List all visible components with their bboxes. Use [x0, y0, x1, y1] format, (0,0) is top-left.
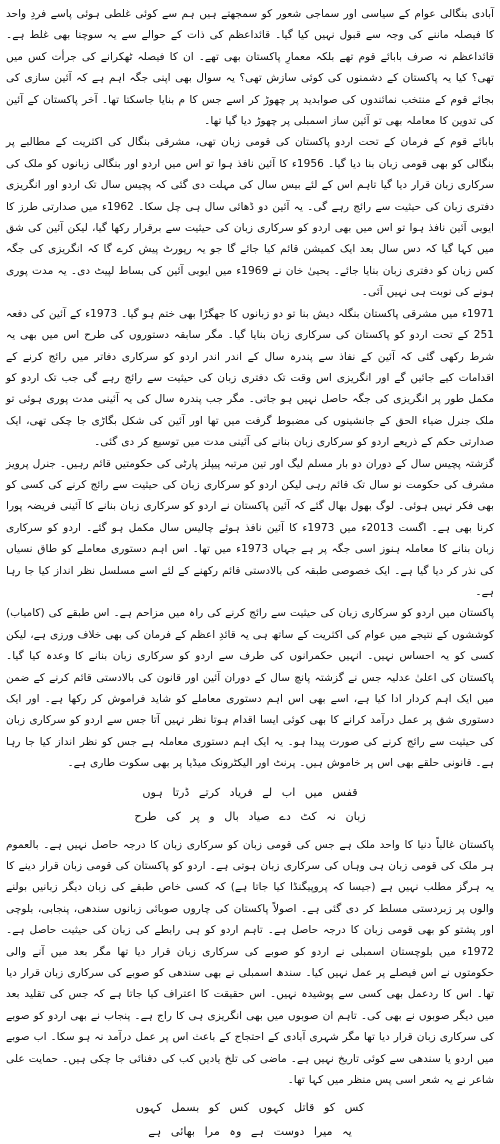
paragraph-5: پاکستان میں اردو کو سرکاری زبان کی حیثیت سے رائج کرنے کی راہ میں مزاحم ہے۔ اس طبقے کی (کامیاب) کوششوں کے نتیجے میں عوام کی اکثریت کے ساتھ ہی یہ قائدِ اعظم کے فرمان کی بھی خلاف ورزی ہے، لیکن کسی کو یہ احساس نہیں۔ انہیں حکمرانوں کی طرف سے اردو کو سرکاری زبان بنانے کا وعدہ کیا گیا۔ پاکستان کی اعلیٰ عدلیہ جس نے گزشتہ پانچ سال کے دوران آئین اور قانون کی بالادستی قائم کرنے کے ضمن میں ایک اہم کردار ادا کیا ہے، اسے بھی اس اہم دستوری معاملے کو شاید فراموش کر رکھا ہے۔ اور ایک دستوری شق پر عمل درآمد کرانے کا بھی کوئی ایسا اقدام ہوتا نظر نہیں آتا جس سے اردو کو سرکاری زبان کی حیثیت سے رائج کرنے کی صورت پیدا ہو۔ یہ ایک اہم دستوری معاملہ ہے جس کو نظر انداز کیا جا رہا ہے۔ قانونی حلقے بھی اس پر خاموش ہیں۔ پرنٹ اور الیکٹرونک میڈیا پر بھی سکوت طاری ہے۔ — [6, 607, 494, 770]
couplet-1-line-2: زبان نہ کٹ دے صیاد بال و پر کی طرح — [134, 809, 366, 823]
couplet-2 — [6, 1096, 494, 1144]
paragraph-3: 1971ء میں مشرقی پاکستان بنگلہ دیش بنا تو دو زبانوں کا جھگڑا بھی ختم ہو گیا۔ 1973ء کے آئین کی دفعہ 251 کے تحت اردو کو پاکستان کی سرکاری زبان بنایا گیا۔ مگر سابقہ دستوروں کی طرح اس میں بھی یہ شرط رکھی گئی کہ آئین کے نفاذ سے پندرہ سال کے اندر اندر اردو کو سرکاری دفاتر میں رائج کرنے کے اقدامات کیے جائیں گے اور انگریزی اس وقت تک دفتری زبان کی حیثیت سے رائج رہے گی جب تک اردو کو مکمل طور پر انگریزی کی جگہ حاصل نہیں ہو جاتی۔ مگر جب پندرہ سال کی یہ آئینی مدت پوری ہوئی تو ملک جنرل ضیاء الحق کے جانشینوں کی مضبوط گرفت میں تھا اور آئین کی شکل بگاڑی جا چکی تھی، ایک صدارتی حکم کے ذریعے اردو کو سرکاری زبان بنانے کی آئینی مدت میں توسیع کر دی گئی۔ — [6, 307, 494, 449]
paragraph-4: گزشتہ پچیس سال کے دوران دو بار مسلم لیگ اور تین مرتبہ پیپلز پارٹی کی حکومتیں قائم رہیں۔ جنرل پرویز مشرف کی حکومت نو سال تک قائم رہی لیکن اردو کو سرکاری زبان کی حیثیت سے رائج کرنے کی کسی کو بھی فکر نہیں ہوئی۔ لوگ بھول بھال گئے کہ آئین پاکستان نے اردو کو سرکاری زبان بنانے کا آئینی فریضہ پورا کرنا بھی ہے۔ اگست 2013ء میں 1973ء کا آئین نافذ ہوئے چالیس سال مکمل ہو گئے۔ اردو کو سرکاری زبان بنانے کا معاملہ ہنوز اسی جگہ پر ہے جہاں 1973ء میں تھا۔ اس اہم دستوری معاملے کو طاق نسیاں کی نذر کر دیا گیا ہے۔ ایک خصوصی طبقہ کی بالادستی قائم رکھنے کے لئے اسے مسلسل نظر انداز کیا جا رہا ہے۔ — [6, 457, 495, 598]
paragraph-1: آبادی بنگالی عوام کے سیاسی اور سماجی شعور کو سمجھتے ہیں ہم سے کوئی غلطی ہوئی پاسے فردِ واحد کا فیصلہ ماننے کی وجہ سے قبول نہیں کیا گیا۔ قائداعظم کی ذات کے حوالے سے یہ سوچنا بھی غلط ہے۔ قائداعظم نہ صرف بابائے قوم تھے بلکہ معمارِ پاکستان بھی تھے۔ ان کا فیصلہ ٹھکرانے کی جرأت کس میں تھی؟ کیا یہ پاکستان کے دشمنوں کی کوئی سازش تھی؟ یہ سوال بھی اپنی جگہ اہم ہے کہ آئین سازی کی بجائے قوم کے منتخب نمائندوں کی صوابدید پر چھوڑ کر اسے جس کا م بنایا جاسکتا تھا۔ آخر پاکستان کے آئین کی تدوین کا معاملہ بھی تو آئین ساز اسمبلی پر چھوڑ دیا گیا تھا۔ — [6, 8, 494, 128]
paragraph-2: بابائے قوم کے فرمان کے تحت اردو پاکستان کی قومی زبان تھی، مشرقی بنگال کی اکثریت کے مطالبے پر بنگالی کو بھی قومی زبان بنا دیا گیا۔ 1956ء کا آئین نافذ ہوا تو اس میں اردو اور بنگالی زبانوں کو ملک کی سرکاری زبان قرار دیا گیا تاہم اس کے لئے بیس سال کی مہلت دی گئی کہ پچیس سال تک اردو اور انگریزی دفتری زبان کی حیثیت سے رائج رہے گی۔ یہ آئین دو ڈھائی سال ہی چل سکا۔ 1962ء میں صدارتی طرز کا ایوبی آئین نافذ ہوا تو اس میں بھی اردو کو سرکاری زبان کی حیثیت سے برقرار رکھا گیا، لیکن آئین کی شق میں کہا گیا کہ دس سال بعد ایک کمیشن قائم کیا جائے گا جو یہ رپورٹ پیش کرے گا کہ انگریزی کی جگہ کس زبان کو دفتری زبان بنایا جائے۔ یحییٰ خان نے 1969ء میں ایوبی آئین کی بساط لپیٹ دی۔ یہ مدت پوری ہونے کی نوبت ہی نہیں آئی۔ — [6, 136, 494, 299]
couplet-1 — [6, 781, 494, 829]
paragraph-6: پاکستان غالباً دنیا کا واحد ملک ہے جس کی قومی زبان کو سرکاری زبان کا درجہ حاصل نہیں ہے۔ بالعموم ہر ملک کی قومی زبان ہی وہاں کی سرکاری زبان ہوتی ہے۔ اردو کو پاکستان کی قومی زبان قرار دینے کا یہ ہرگز مطلب نہیں ہے (جیسا کہ پروپیگنڈا کیا جاتا ہے) کہ کسی خاص طبقے کی زبان دیگر زبانیں بولنے والوں پر زبردستی مسلط کر دی گئی ہے۔ اصولاً پاکستان کی چاروں صوبائی زبانوں سندھی، پنجابی، بلوچی اور پشتو کو بھی قومی زبان کا درجہ حاصل ہے۔ تاہم اردو کو ہی رابطے کی زبان کی حیثیت حاصل ہے۔ 1972ء میں بلوچستان اسمبلی نے اردو کو صوبے کی سرکاری زبان قرار دیا تھا مگر بعد میں آنے والی حکومتوں نے اس فیصلے پر عمل نہیں کیا۔ سندھ اسمبلی نے بھی سندھی کو صوبے کی سرکاری زبان قرار دیا تھا۔ اس کا ردعمل بھی کسی سے پوشیدہ نہیں۔ اس حقیقت کا اعتراف کیا جاتا ہے کہ جس کی تقلید بعد میں دیگر صوبوں نے بھی کی۔ تاہم ان صوبوں میں بھی انگریزی ہی کا راج ہے۔ پنجاب نے بھی اردو کو صوبے کی سرکاری زبان قرار دیا تھا مگر شہری آبادی کے احتجاج کے باعث اس پر عمل درآمد نہ ہو سکا۔ اب صوبے میں اردو یا سندھی سے کوئی تاریخ نہیں ہے۔ ماضی کی تلخ یادیں کب کی دفنائی جا چکی ہیں۔ حمایت علی شاعر نے یہ شعر اسی پس منظر میں کہا تھا۔ — [6, 838, 494, 1087]
couplet-2-line-2: یہ میرا دوست ہے وہ مرا بھائی ہے — [148, 1124, 352, 1138]
couplet-2-line-1: کس کو قاتل کہوں کس کو بسمل کہوں — [135, 1100, 365, 1114]
couplet-1-line-1: قفس میں اب لے فریاد کرتے ڈرتا ہوں — [142, 785, 358, 799]
